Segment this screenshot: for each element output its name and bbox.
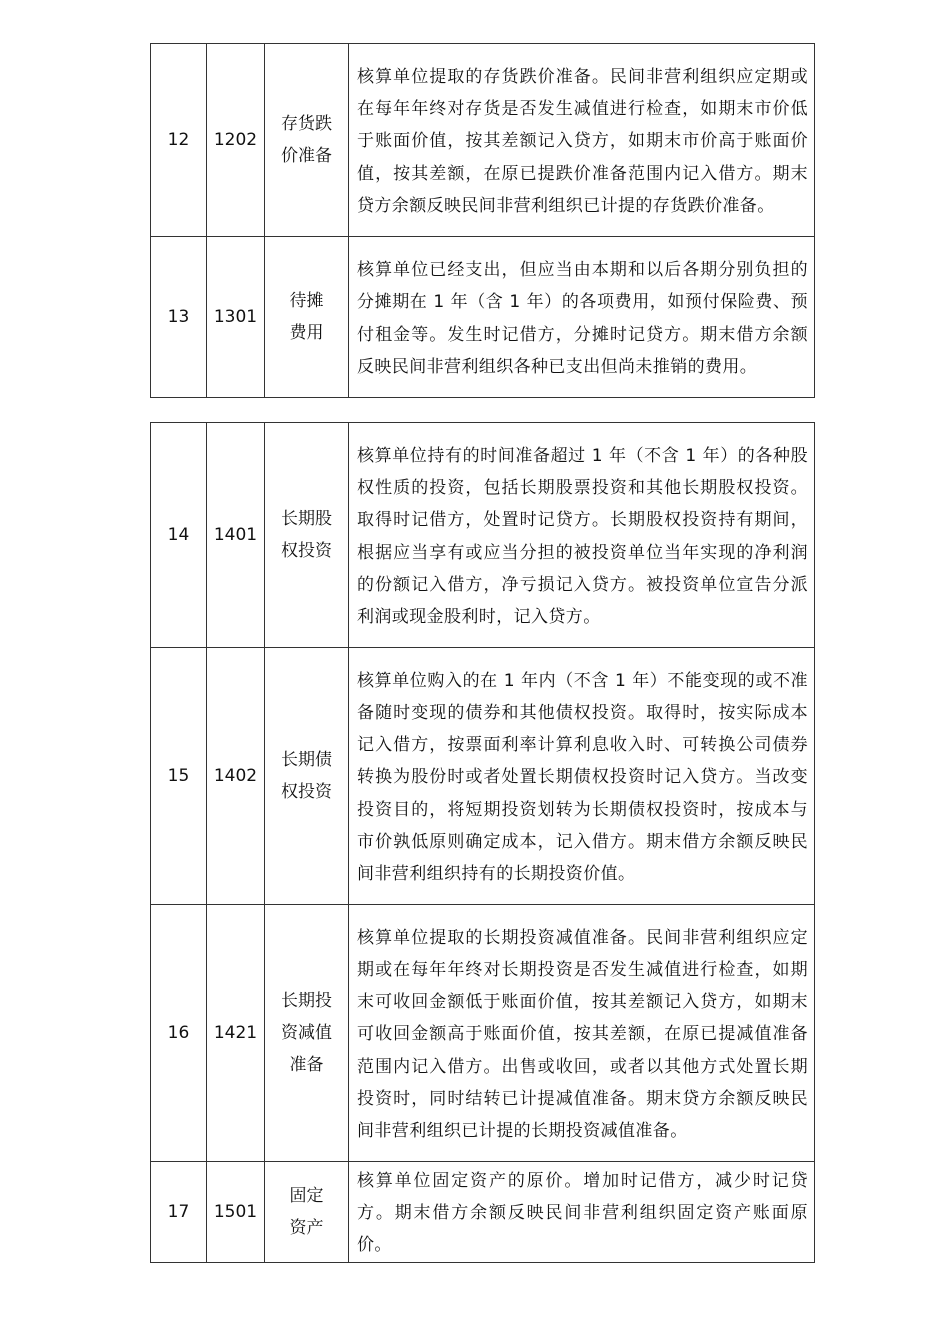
account-name-line: 长期投 bbox=[281, 991, 332, 1011]
row-number: 17 bbox=[151, 1162, 207, 1263]
table-row bbox=[151, 423, 815, 648]
account-name-line: 准备 bbox=[289, 1055, 324, 1075]
account-description: 核算单位已经支出，但应当由本期和以后各期分别负担的分摊期在 1 年（含 1 年）的各项费用，如预付保险费、预付租金等。发生时记借方，分摊时记贷方。期末借方余额反映民间非营利组织各种已支出但尚未推销的费用。 bbox=[349, 237, 815, 398]
account-name bbox=[265, 423, 349, 648]
table-row bbox=[151, 237, 815, 398]
account-code: 1401 bbox=[207, 423, 265, 648]
table-row bbox=[151, 44, 815, 237]
account-code: 1202 bbox=[207, 44, 265, 237]
account-description: 核算单位固定资产的原价。增加时记借方，减少时记贷方。期末借方余额反映民间非营利组织固定资产账面原价。 bbox=[349, 1162, 815, 1263]
account-name-line: 资产 bbox=[289, 1217, 324, 1238]
row-number: 15 bbox=[151, 648, 207, 905]
row-number: 13 bbox=[151, 237, 207, 398]
account-name-line: 价准备 bbox=[281, 146, 332, 166]
account-name-line: 长期股 bbox=[281, 509, 332, 529]
accounts-table-1 bbox=[150, 43, 815, 398]
table-row bbox=[151, 905, 815, 1162]
account-name bbox=[265, 44, 349, 237]
account-description: 核算单位提取的存货跌价准备。民间非营利组织应定期或在每年年终对存货是否发生减值进行检查，如期末市价低于账面价值，按其差额记入贷方，如期末市价高于账面价值，按其差额，在原已提跌价准备范围内记入借方。期末贷方余额反映民间非营利组织已计提的存货跌价准备。 bbox=[349, 44, 815, 237]
row-number: 12 bbox=[151, 44, 207, 237]
account-name bbox=[265, 648, 349, 905]
account-code: 1421 bbox=[207, 905, 265, 1162]
account-code: 1402 bbox=[207, 648, 265, 905]
table-row bbox=[151, 648, 815, 905]
account-name-line: 长期债 bbox=[281, 750, 332, 770]
account-name-line: 存货跌 bbox=[281, 114, 332, 134]
account-name-line: 权投资 bbox=[281, 782, 332, 802]
account-name bbox=[265, 237, 349, 398]
account-name-line: 资减值 bbox=[281, 1023, 332, 1043]
table-row bbox=[151, 1162, 815, 1263]
account-description: 核算单位提取的长期投资减值准备。民间非营利组织应定期或在每年年终对长期投资是否发生减值进行检查，如期末可收回金额低于账面价值，按其差额记入贷方，如期末可收回金额高于账面价值，按其差额，在原已提减值准备范围内记入借方。出售或收回，或者以其他方式处置长期投资时，同时结转已计提减值准备。期末贷方余额反映民间非营利组织已计提的长期投资减值准备。 bbox=[349, 905, 815, 1162]
account-code: 1301 bbox=[207, 237, 265, 398]
account-name-line: 费用 bbox=[289, 323, 324, 343]
account-description: 核算单位持有的时间准备超过 1 年（不含 1 年）的各种股权性质的投资，包括长期股票投资和其他长期股权投资。取得时记借方，处置时记贷方。长期股权投资持有期间，根据应当享有或应当分担的被投资单位当年实现的净利润的份额记入借方，净亏损记入贷方。被投资单位宣告分派利润或现金股利时，记入贷方。 bbox=[349, 423, 815, 648]
accounts-table-2 bbox=[150, 422, 815, 1263]
account-description: 核算单位购入的在 1 年内（不含 1 年）不能变现的或不准备随时变现的债券和其他债权投资。取得时，按实际成本记入借方，按票面利率计算利息收入时、可转换公司债券转换为股份时或者处置长期债权投资时记入贷方。当改变投资目的，将短期投资划转为长期债权投资时，按成本与市价孰低原则确定成本，记入借方。期末借方余额反映民间非营利组织持有的长期投资价值。 bbox=[349, 648, 815, 905]
row-number: 16 bbox=[151, 905, 207, 1162]
account-name-line: 待摊 bbox=[289, 291, 324, 311]
account-code: 1501 bbox=[207, 1162, 265, 1263]
account-name-line: 固定 bbox=[289, 1185, 324, 1206]
account-name-line: 权投资 bbox=[281, 541, 332, 561]
account-name bbox=[265, 1162, 349, 1263]
account-name bbox=[265, 905, 349, 1162]
row-number: 14 bbox=[151, 423, 207, 648]
